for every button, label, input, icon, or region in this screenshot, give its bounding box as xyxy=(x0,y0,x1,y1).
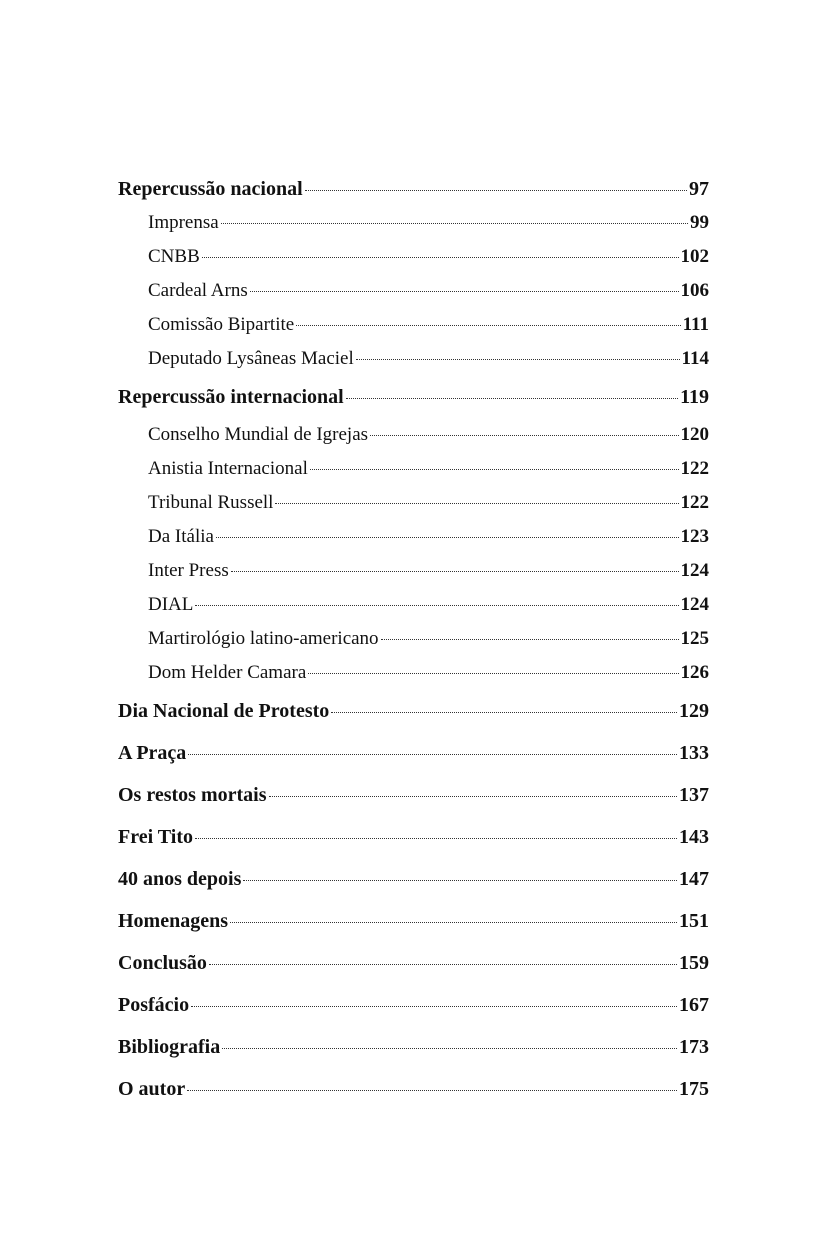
toc-entry-page: 147 xyxy=(679,868,709,890)
dot-leader xyxy=(243,880,677,881)
toc-entry-title: Comissão Bipartite xyxy=(148,314,295,335)
toc-entry-page: 99 xyxy=(690,212,709,233)
toc-entry-page: 125 xyxy=(680,628,709,649)
toc-entry-page: 97 xyxy=(689,178,709,200)
dot-leader xyxy=(250,291,679,292)
toc-entry[interactable] xyxy=(118,900,709,942)
toc-entry-title: Conselho Mundial de Igrejas xyxy=(148,424,369,445)
dot-leader xyxy=(269,796,678,797)
dot-leader xyxy=(305,190,687,191)
dot-leader xyxy=(381,639,679,640)
dot-leader xyxy=(310,469,679,470)
toc-entry-page: 137 xyxy=(679,784,709,806)
toc-entry-title: Homenagens xyxy=(118,910,228,932)
toc-entry-title: Da Itália xyxy=(148,526,214,547)
toc-entry-page: 151 xyxy=(679,910,709,932)
toc-entry-title: Conclusão xyxy=(118,952,207,974)
toc-entry-page: 102 xyxy=(680,246,709,267)
toc-entry-page: 111 xyxy=(682,314,709,335)
dot-leader xyxy=(209,964,677,965)
toc-entry-title: Repercussão internacional xyxy=(118,386,344,408)
toc-entry-page: 123 xyxy=(680,526,709,547)
toc-entry-title: O autor xyxy=(118,1078,186,1100)
dot-leader xyxy=(202,257,679,258)
toc-entry-page: 133 xyxy=(679,742,709,764)
toc-subentry[interactable] xyxy=(118,240,709,274)
toc-entry-title: Posfácio xyxy=(118,994,190,1016)
dot-leader xyxy=(195,605,678,606)
toc-subentry[interactable] xyxy=(118,452,709,486)
toc-entry-page: 122 xyxy=(680,492,709,513)
toc-entry-page: 175 xyxy=(679,1078,709,1100)
toc-entry-title: Imprensa xyxy=(148,212,219,233)
toc-entry[interactable] xyxy=(118,376,709,418)
dot-leader xyxy=(188,754,677,755)
toc-entry-page: 124 xyxy=(680,560,709,581)
dot-leader xyxy=(187,1090,677,1091)
toc-entry-page: 143 xyxy=(679,826,709,848)
toc-subentry[interactable] xyxy=(118,486,709,520)
toc-entry-title: 40 anos depois xyxy=(118,868,242,890)
toc-subentry[interactable] xyxy=(118,622,709,656)
toc-entry-page: 120 xyxy=(680,424,709,445)
dot-leader xyxy=(221,223,688,224)
toc-entry-page: 173 xyxy=(679,1036,709,1058)
toc-entry-title: Bibliografia xyxy=(118,1036,221,1058)
toc-entry-title: Martirológio latino-americano xyxy=(148,628,379,649)
toc-entry[interactable] xyxy=(118,858,709,900)
toc-entry-title: Os restos mortais xyxy=(118,784,267,806)
toc-entry-page: 129 xyxy=(679,700,709,722)
toc-subentry[interactable] xyxy=(118,274,709,308)
toc-entry[interactable] xyxy=(118,172,709,206)
dot-leader xyxy=(191,1006,677,1007)
dot-leader xyxy=(331,712,677,713)
toc-entry-page: 114 xyxy=(681,348,709,369)
toc-subentry[interactable] xyxy=(118,554,709,588)
toc-entry[interactable] xyxy=(118,942,709,984)
dot-leader xyxy=(275,503,678,504)
dot-leader xyxy=(231,571,679,572)
toc-subentry[interactable] xyxy=(118,206,709,240)
toc-entry-title: Cardeal Arns xyxy=(148,280,248,301)
toc-entry-title: Dom Helder Camara xyxy=(148,662,307,683)
dot-leader xyxy=(230,922,677,923)
toc-entry-page: 124 xyxy=(680,594,709,615)
toc-subentry[interactable] xyxy=(118,342,709,376)
toc-entry-title: CNBB xyxy=(148,246,200,267)
dot-leader xyxy=(370,435,678,436)
toc-subentry[interactable] xyxy=(118,520,709,554)
toc-entry-title: Inter Press xyxy=(148,560,229,581)
toc-entry-title: Deputado Lysâneas Maciel xyxy=(148,348,354,369)
dot-leader xyxy=(296,325,680,326)
toc-entry-page: 106 xyxy=(680,280,709,301)
table-of-contents xyxy=(118,172,709,1110)
toc-entry-title: Dia Nacional de Protesto xyxy=(118,700,330,722)
toc-entry[interactable] xyxy=(118,732,709,774)
toc-entry-title: Anistia Internacional xyxy=(148,458,308,479)
toc-entry[interactable] xyxy=(118,774,709,816)
toc-entry-title: Tribunal Russell xyxy=(148,492,274,513)
dot-leader xyxy=(356,359,680,360)
toc-entry[interactable] xyxy=(118,984,709,1026)
toc-entry[interactable] xyxy=(118,690,709,732)
dot-leader xyxy=(222,1048,677,1049)
toc-entry-title: A Praça xyxy=(118,742,187,764)
toc-entry-page: 119 xyxy=(680,386,709,408)
toc-subentry[interactable] xyxy=(118,308,709,342)
toc-entry-page: 126 xyxy=(680,662,709,683)
dot-leader xyxy=(346,398,678,399)
toc-entry[interactable] xyxy=(118,1068,709,1110)
toc-subentry[interactable] xyxy=(118,656,709,690)
dot-leader xyxy=(308,673,678,674)
dot-leader xyxy=(216,537,679,538)
dot-leader xyxy=(195,838,677,839)
toc-subentry[interactable] xyxy=(118,418,709,452)
toc-entry-page: 167 xyxy=(679,994,709,1016)
toc-subentry[interactable] xyxy=(118,588,709,622)
toc-entry[interactable] xyxy=(118,816,709,858)
toc-entry[interactable] xyxy=(118,1026,709,1068)
toc-entry-page: 122 xyxy=(680,458,709,479)
toc-entry-title: DIAL xyxy=(148,594,194,615)
toc-entry-page: 159 xyxy=(679,952,709,974)
toc-entry-title: Frei Tito xyxy=(118,826,193,848)
toc-entry-title: Repercussão nacional xyxy=(118,178,303,200)
